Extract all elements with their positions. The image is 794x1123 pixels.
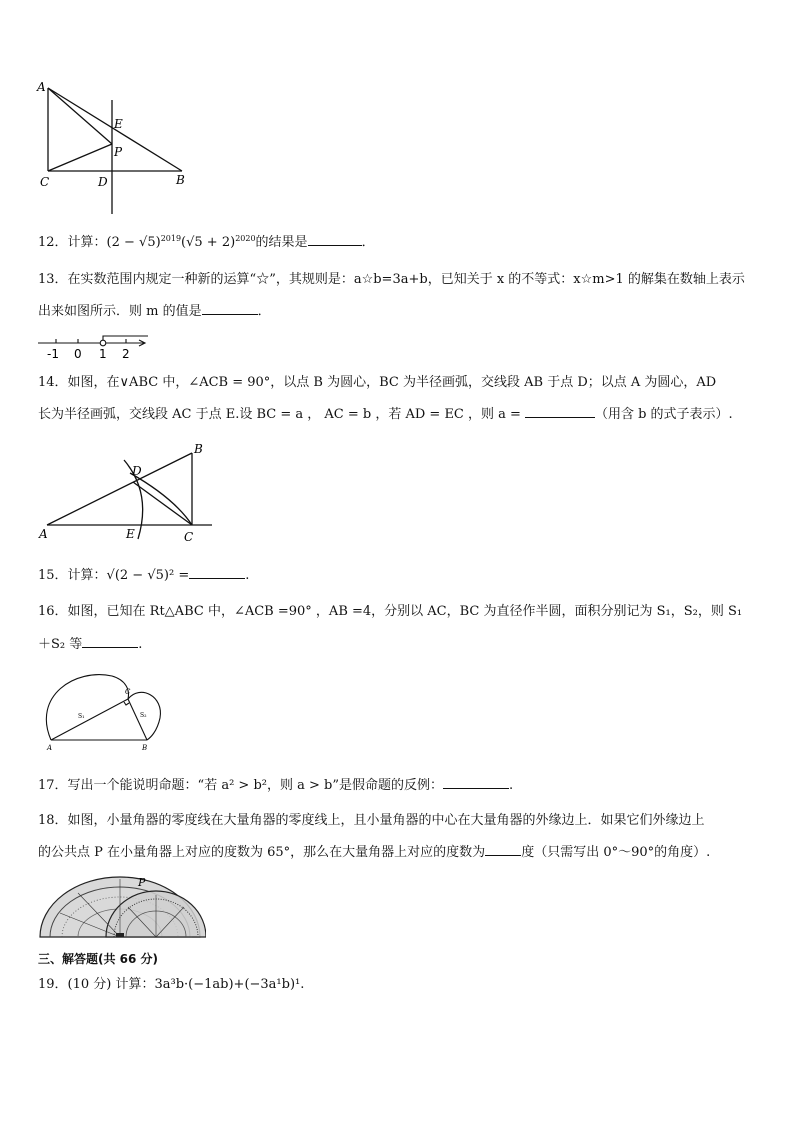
q17-end: . (508, 778, 514, 793)
tick-0: 0 (74, 347, 82, 361)
q12-base2: (√5 + 2) (181, 235, 236, 250)
q14-label-E: E (126, 527, 135, 541)
q12-number: 12．计算： (38, 235, 107, 250)
q18-label-P: P (138, 876, 146, 889)
label-P: P (114, 145, 123, 159)
answer-blank-q12[interactable] (308, 233, 362, 246)
section-3-heading: 三、解答题(共 66 分) (38, 952, 159, 966)
q16-text: ＋S₂ 等 (38, 637, 83, 652)
q18-tail: 度（只需写出 0°～90°的角度）. (521, 845, 711, 860)
question-14-line2 (38, 405, 733, 424)
question-14-line1: 14．如图，在∨ABC 中，∠ACB = 90°，以点 B 为圆心，BC 为半径画弧，交线段 AB 于点 D；以点 A 为圆心，AD (38, 375, 717, 390)
q14-label-A: A (39, 527, 48, 541)
question-13-line2 (38, 302, 271, 321)
q16-end: . (138, 637, 143, 652)
q14-label-C: C (184, 530, 194, 544)
q14-label-D: D (132, 464, 142, 478)
label-D: D (98, 175, 108, 189)
q18-text: 的公共点 P 在小量角器上对应的度数为 65°，那么在大量角器上对应的度数为 (38, 845, 486, 860)
answer-blank-q18[interactable] (485, 843, 521, 856)
figure-q18-protractors (38, 873, 206, 939)
number-line-q13 (36, 333, 152, 361)
question-18-line1: 18．如图，小量角器的零度线在大量角器的零度线上，且小量角器的中心在大量角器的外缘边上．如果它们外缘边上 (38, 813, 705, 828)
q16-label-A: A (47, 744, 53, 752)
tick-2: 2 (122, 347, 130, 361)
question-19: 19．(10 分) 计算：3a³b·(−1ab)+(−3a¹b)¹. (38, 977, 305, 992)
q12-base1: (2 − √5) (106, 235, 161, 250)
tick-neg1: -1 (47, 347, 59, 361)
question-17 (38, 776, 513, 795)
answer-blank-q16[interactable] (82, 635, 138, 648)
question-16-line2 (38, 635, 142, 654)
q12-tail: 的结果是 (255, 235, 308, 250)
label-E: E (114, 117, 123, 131)
q15-expression: √(2 − √5)² (106, 568, 175, 583)
q16-label-S2: S₂ (140, 712, 147, 719)
q17-text: 17．写出一个能说明命题：“若 a² > b²，则 a > b”是假命题的反例： (38, 778, 443, 793)
figure-q11 (30, 74, 200, 220)
q16-label-B: B (142, 744, 148, 752)
q15-end: . (245, 568, 250, 583)
q12-end: ． (361, 235, 375, 250)
figure-q16 (40, 666, 164, 754)
answer-blank-q17[interactable] (443, 776, 509, 789)
question-12 (38, 233, 375, 252)
q16-label-C: C (125, 688, 131, 696)
q13-text: 出来如图所示．则 m 的值是 (38, 304, 202, 319)
q15-equals: = (178, 568, 190, 583)
q13-end: ． (257, 304, 271, 319)
q14-label-B: B (194, 442, 203, 456)
q14-text: 长为半径画弧，交线段 AC 于点 E.设 BC = a ， AC = b ，若 AD = EC ，则 a = (38, 407, 521, 422)
label-A: A (37, 80, 46, 94)
answer-blank-q14[interactable] (525, 405, 595, 418)
question-13-line1: 13．在实数范围内规定一种新的运算“☆”，其规则是：a☆b=3a+b，已知关于 x 的不等式：x☆m>1 的解集在数轴上表示 (38, 272, 745, 287)
question-16-line1: 16．如图，已知在 Rt△ABC 中，∠ACB =90° ，AB =4，分别以 AC，BC 为直径作半圆，面积分别记为 S₁，S₂，则 S₁ (38, 604, 743, 619)
q14-tail: （用含 b 的式子表示）. (594, 407, 733, 422)
q16-label-S1: S₁ (78, 713, 85, 720)
label-C: C (40, 175, 50, 189)
figure-q14 (34, 438, 218, 546)
q12-exp2: 2020 (235, 234, 256, 243)
question-18-line2 (38, 843, 710, 862)
tick-1: 1 (99, 347, 107, 361)
question-15 (38, 566, 249, 585)
answer-blank-q15[interactable] (189, 566, 245, 579)
q15-number: 15．计算： (38, 568, 107, 583)
q12-exp1: 2019 (160, 234, 182, 243)
answer-blank-q13[interactable] (202, 302, 258, 315)
label-B: B (176, 173, 185, 187)
